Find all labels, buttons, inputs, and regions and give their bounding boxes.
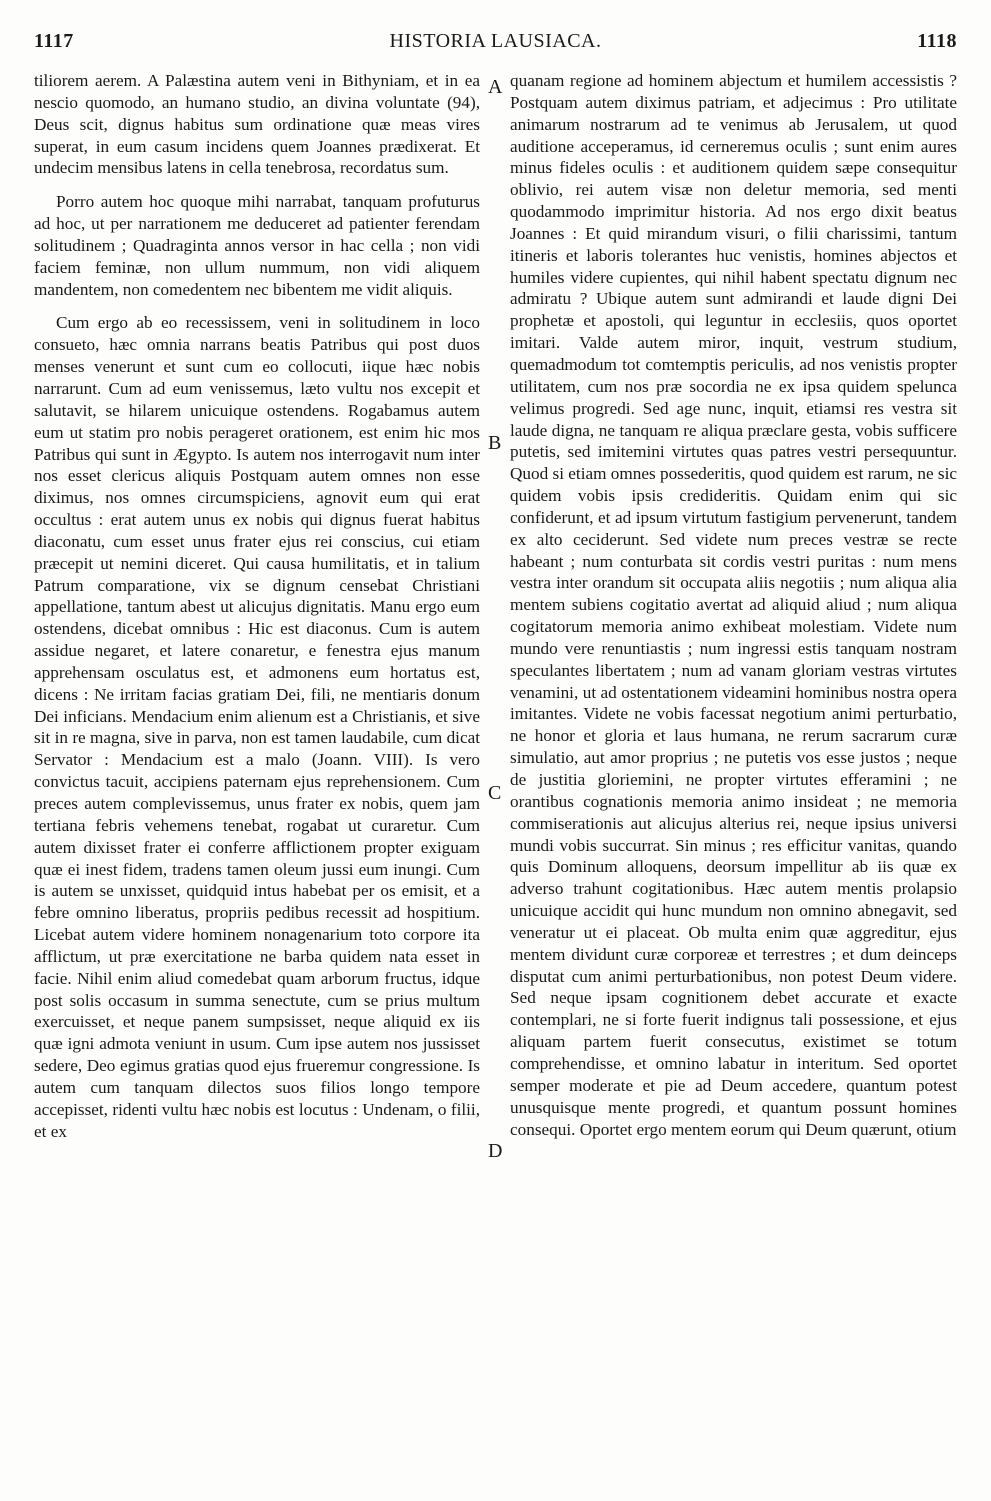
paragraph: Cum ergo ab eo recessissem, veni in solitudinem in loco consueto, hæc omnia narrans beatis Patribus qui post duos menses venerunt et sunt cum eo collocuti, iique hæc nobis narrarunt. Cum ad eum venissemus, læto vultu nos excepit et salutavit, se hilarem unicuique ostendens. Rogabamus autem eum ut statim pro nobis perageret orationem, est enim hic mos Patribus qui sunt in Ægypto. Is autem nos interrogavit num inter nos esset clericus aliquis Postquam autem omnes non esse diximus, nos omnes circumspiciens, agnovit eum qui erat occultus : erat autem unus ex nobis qui dignus fuerat habitus diaconatu, cum esset unus frater ejus rei conscius, cui etiam præcepit ut nemini diceret. Qui causa humilitatis, et in talium Patrum comparatione, vix se dignum censebat Christiani appellatione, tantum abest ut alicujus dignitatis. Manu ergo eum ostendens, dicebat omnibus : Hic est diaconus. Cum is autem assidue negaret, et latere conaretur, e fenestra ejus manum apprehensam osculatus est, et admonens eum hortatus est, dicens : Ne irritam facias gratiam Dei, fili, ne mentiaris donum Dei inficians. Mendacium enim alienum est a Christianis, et sive sit in re magna, sive in parva, non est tamen laudabile, cum dicat Servator : Mendacium est a malo (Joann. VIII). Is vero convictus tacuit, accipiens paternam ejus reprehensionem. Cum preces autem complevissemus, unus frater ex nobis, quem jam tertiana febris vehemens tenebat, rogabat ut curaretur. Cum autem dixisset frater ei conferre afflictionem propter exiguam quæ ei inest fidem, tradens tamen oleum jussi eum inungi. Cum is autem se unxisset, quidquid intus habebat per os emisit, et a febre omnino liberatus, propriis pedibus recessit ad hospitium. Licebat autem videre hominem nonagenarium toto corpore ita afflictum, ut præ exercitatione ne barba quidem nata esset in facie. Nihil enim aliud comedebat quam arborum fructus, idque post solis occasum in summa senectute, cum se prius multum exercuisset, et neque panem sumpsisset, neque aliquid ex iis quæ igni admota veniunt in usum. Cum ipse autem nos jussisset sedere, Deo egimus gratias quod ejus frueremur congressione. Is autem cum tanquam dilectos suos filios longo tempore accepisset, ridenti vultu hæc nobis est locutus : Undenam, o filii, et ex	[34, 313, 480, 1141]
paragraph: tiliorem aerem. A Palæstina autem veni in Bithyniam, et in ea nescio quomodo, an humano studio, an divina voluntate (94), Deus scit, dignus habitus sum ordinatione quæ meas vires superat, in eum casum incidens quem Joannes prædixerat. Et undecim mensibus latens in cella tenebrosa, recordatus sum.	[34, 71, 480, 178]
margin-letter-c: C	[488, 782, 502, 804]
left-page-number: 1117	[34, 30, 74, 52]
paragraph: Porro autem hoc quoque mihi narrabat, tanquam profuturus ad hoc, ut per narrationem me deduceret ad patienter ferendam solitudinem ; Quadraginta annos versor in hac cella ; non vidi faciem feminæ, non ullum nummum, non vidi aliquem mandentem, non comedentem nec bibentem me vidit aliquis.	[34, 192, 480, 299]
margin-letter-b: B	[488, 432, 502, 454]
left-column	[34, 70, 480, 1155]
running-title: HISTORIA LAUSIACA.	[389, 30, 602, 52]
margin-letter-a: A	[488, 76, 503, 98]
right-column	[510, 70, 957, 1152]
margin-letter-d: D	[488, 1140, 503, 1162]
right-page-number: 1118	[917, 30, 957, 52]
paragraph: quanam regione ad hominem abjectum et humilem accessistis ? Postquam autem diximus patriam, et adjecimus : Pro utilitate animarum nostrarum ad te venimus ab Jerusalem, ut quod auditione acceperamus, id cerneremus oculis ; sunt enim aures minus fideles oculis : et auditionem quidem sæpe consequitur oblivio, rei autem visæ non deletur memoria, sed menti quodammodo imprimitur historia. Ad nos ergo dixit beatus Joannes : Et quid mirandum visuri, o filii charissimi, tantum itineris et laboris tolerantes huc venistis, homines abjectos et humiles videre cupientes, qui nihil habent spectatu dignum nec admiratu ? Ubique autem sunt admirandi et laude digni Dei prophetæ et apostoli, qui leguntur in ecclesiis, quos oportet imitari. Valde autem miror, inquit, vestrum studium, quemadmodum tot comtemptis periculis, ad nos venistis propter utilitatem, cum nos præ socordia ne ex ipsa quidem spelunca velimus progredi. Sed age nunc, inquit, etiamsi res vestra sit laude digna, ne tanquam re aliqua præclare gesta, vobis sufficere putetis, sed imitemini virtutes quas patres vestri persequuntur. Quod si etiam omnes possederitis, quod quidem est rarum, ne sic quidem vobis ipsis credideritis. Quidam enim qui sic confiderunt, et ad ipsum virtutum fastigium pervenerunt, tandem ex alto ceciderunt. Sed videte num preces vestræ se recte habeant ; num conturbata sit cordis vestri puritas : num mens vestra inter orandum sit occupata aliis negotiis ; num aliqua alia mentem subiens cogitatio avertat ad aliquid aliud ; num aliqua cogitatorum memoria animo exhibeat molestiam. Videte num mundo vere renuntiastis ; num ingressi estis tanquam nostram speculantes libertatem ; num ad vanam gloriam vestras virtutes venamini, ut ad ostentationem videamini hominibus nostra opera imitantes. Videte ne vobis facessat negotium animi perturbatio, ne honor et gloria et laus humana, ne rerum sacrarum curæ simulatio, aut amor proprius ; ne putetis vos esse justos ; neque de justitia gloriemini, ne propter virtutes efferamini ; ne orantibus cognationis memoria animo insideat ; ne memoria commiserationis aut alicujus alterius rei, neque ipsius universi mundi vobis succurrat. Sin minus ; res efficitur vanitas, quando quis Dominum alloquens, deorsum impellitur ab iis quæ ex adverso trahunt cogitationibus. Hæc autem mentis prolapsio unicuique accidit qui hunc mundum non omnino abnegavit, sed veneratur ut ei placeat. Ob multa enim quæ aggreditur, ejus mentem dividunt curæ corporeæ et terrestres ; et dum deinceps disputat cum animi perturbationibus, non potest Deum videre. Sed neque ipsam cognitionem debet accurate et exacte contemplari, ne si forte fuerit indignus tali possessione, et ejus aliquam partem fuerit consecutus, existimet se totum comprehendisse, et omnino labatur in interitum. Sed oportet semper moderate et pie ad Deum accedere, quantum potest unusquisque mente progredi, et quantum possunt homines consequi. Oportet ergo mentem eorum qui Deum quærunt, otium	[510, 71, 957, 1139]
page-header	[34, 30, 957, 62]
